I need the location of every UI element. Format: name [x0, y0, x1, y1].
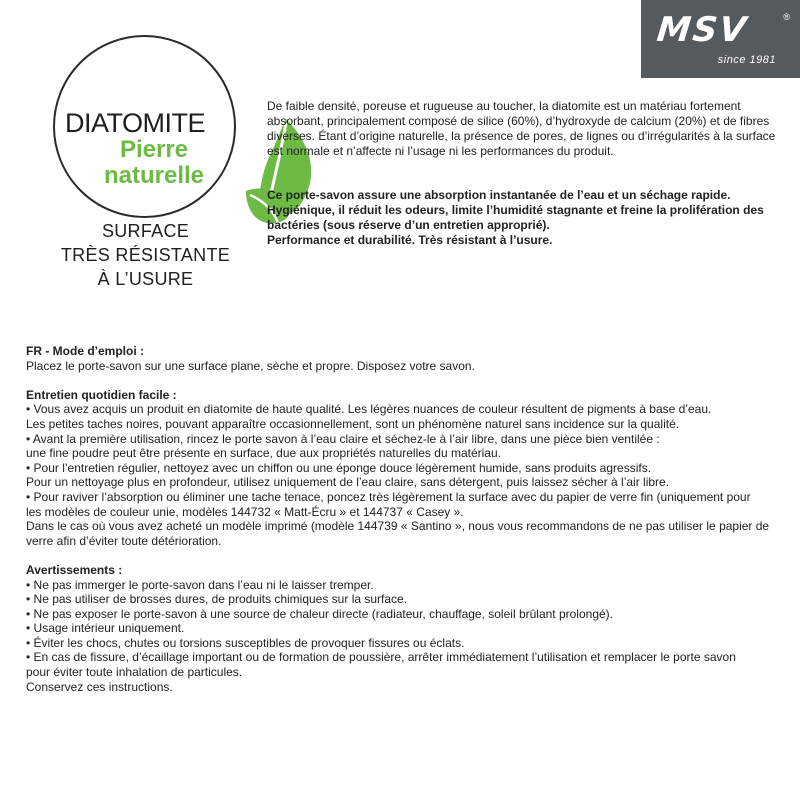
care-line: • Vous avez acquis un produit en diatomite de haute qualité. Les légères nuances de couleur résultent de pigments à base d’eau.	[26, 402, 712, 417]
care-line: Pour un nettoyage plus en profondeur, utilisez uniquement de l’eau claire, sans détergent, puis laissez sécher à l’air libre.	[26, 475, 670, 490]
claims-paragraph	[267, 188, 787, 248]
claim-line: Performance et durabilité. Très résistant à l’usure.	[267, 233, 553, 247]
badge-title: DIATOMITE	[65, 108, 206, 138]
brand-since: since 1981	[717, 54, 776, 66]
spacer	[26, 548, 786, 563]
surface-line2: TRÈS RÉSISTANTE	[60, 245, 231, 265]
diatomite-badge	[53, 35, 236, 218]
surface-line1: SURFACE	[101, 221, 190, 241]
warning-line: • Éviter les chocs, chutes ou torsions susceptibles de provoquer fissures ou éclats.	[26, 635, 465, 650]
care-line: une fine poudre peut être présente en surface, due aux propriétés naturelles du matériau.	[26, 446, 501, 461]
warning-line: • Ne pas exposer le porte-savon à une source de chaleur directe (radiateur, chauffage, soleil brûlant prolongé).	[26, 606, 613, 621]
care-heading: Entretien quotidien facile :	[26, 387, 177, 402]
care-line: Dans le cas où vous avez acheté un modèle imprimé (modèle 144739 « Santino », nous vous recommandons de ne pas utiliser le papier de	[26, 519, 770, 534]
warnings-heading: Avertissements :	[26, 562, 123, 577]
warning-line: • Ne pas immerger le porte-savon dans l’eau ni le laisser tremper.	[26, 577, 374, 592]
brand-logo	[641, 0, 800, 78]
usage-heading: FR - Mode d’emploi :	[26, 344, 144, 358]
warning-line: pour éviter toute inhalation de particules.	[26, 665, 243, 680]
care-line: • Pour raviver l’absorption ou éliminer une tache tenace, poncez très légèrement la surface avec du papier de verre fin (uniquement pour	[26, 489, 751, 504]
instructions	[26, 344, 786, 694]
care-line: • Pour l’entretien régulier, nettoyez avec un chiffon ou une éponge douce légèrement humide, sans produits agressifs.	[26, 460, 652, 475]
warning-line: • Ne pas utiliser de brosses dures, de produits chimiques sur la surface.	[26, 592, 408, 607]
registered-mark: ®	[783, 12, 790, 22]
badge-subtitle-line1: Pierre	[119, 136, 189, 163]
usage-text: Placez le porte-savon sur une surface plane, sèche et propre. Disposez votre savon.	[26, 358, 475, 373]
surface-line3: À L’USURE	[97, 269, 194, 289]
brand-name: MSV	[654, 10, 750, 50]
claim-line: Ce porte-savon assure une absorption instantanée de l’eau et un séchage rapide.	[267, 188, 731, 202]
care-line: • Avant la première utilisation, rincez le porte savon à l’eau claire et séchez-le à l’air libre, dans une pièce bien ventilée :	[26, 431, 660, 446]
surface-claim	[48, 219, 243, 291]
badge-subtitle-line2: naturelle	[103, 162, 205, 189]
care-line: Les petites taches noires, pouvant apparaître occasionnellement, sont un phénomène naturel sans incidence sur la qualité.	[26, 416, 680, 431]
care-line: les modèles de couleur unie, modèles 144732 « Matt-Écru » et 144737 « Casey ».	[26, 504, 464, 519]
spacer	[26, 373, 786, 388]
badge-subtitle	[89, 137, 219, 189]
warning-line: • Usage intérieur uniquement.	[26, 621, 185, 636]
claim-line: Hygiénique, il réduit les odeurs, limite l’humidité stagnante et freine la prolifération des bactéries (sous réserve d’un entretien approprié).	[267, 203, 764, 232]
care-line: verre afin d’éviter toute détérioration.	[26, 533, 222, 548]
intro-paragraph: De faible densité, poreuse et rugueuse au toucher, la diatomite est un matériau fortement absorbant, principalement composé de silice (60%), d’hydroxyde de calcium (20%) et de fibres diverses. Étant d’origine naturelle, la présence de pores, de lignes ou d’irrégularités à la surface est normale et n’affecte ni l’usage ni les performances du produit.	[267, 99, 776, 158]
warning-line: Conservez ces instructions.	[26, 679, 173, 694]
warning-line: • En cas de fissure, d’écaillage important ou de formation de poussière, arrêter immédiatement l’utilisation et remplacer le porte savon	[26, 650, 736, 665]
